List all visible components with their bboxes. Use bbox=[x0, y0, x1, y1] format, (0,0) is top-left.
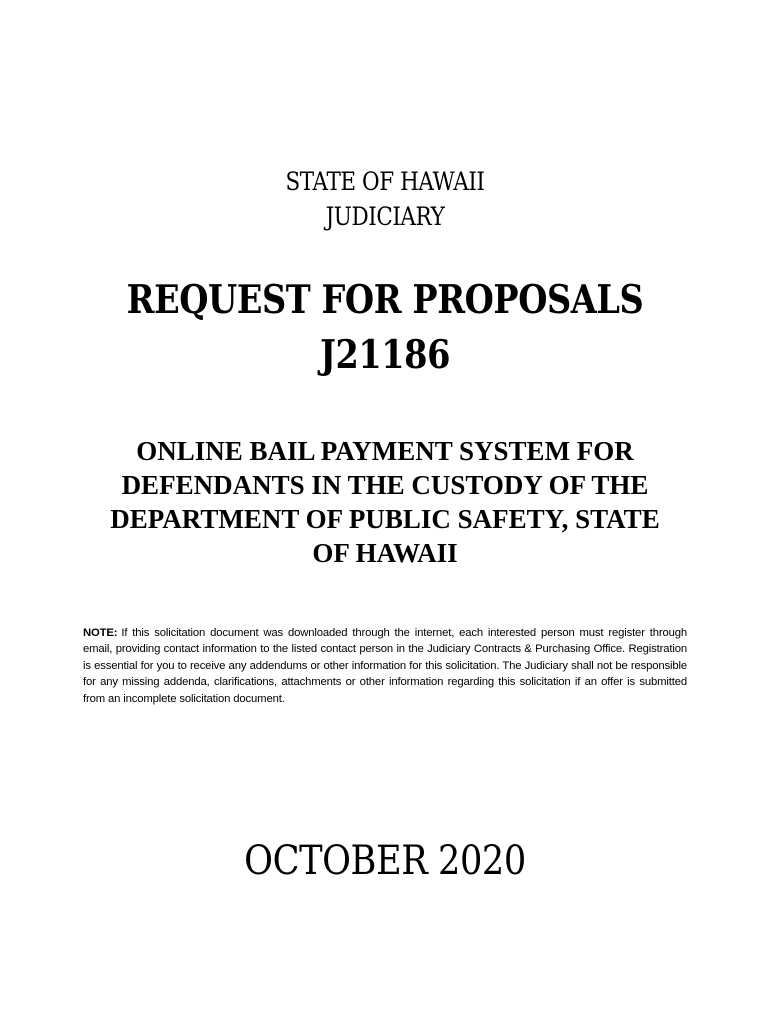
subject-line-1: ONLINE BAIL PAYMENT SYSTEM FOR bbox=[136, 436, 634, 466]
subject-line-2: DEFENDANTS IN THE CUSTODY OF THE bbox=[121, 470, 649, 500]
rfp-number: J21186 bbox=[320, 332, 450, 378]
document-date: OCTOBER 2020 bbox=[244, 838, 526, 884]
subject-line-4: OF HAWAII bbox=[312, 538, 458, 568]
state-heading: STATE OF HAWAII bbox=[285, 167, 485, 196]
note-text: If this solicitation document was downloaded through the internet, each interested person must register through email, providing contact information to the listed contact person in the Judiciary Contracts & Purchasing Office. Registration is essential for you to receive any addendums or other information for this solicitation. The Judiciary shall not be responsible for any missing addenda, clarifications, attachments or other information regarding this solicitation if an offer is submitted from an incomplete solicitation document. bbox=[83, 627, 687, 705]
subject-line-3: DEPARTMENT OF PUBLIC SAFETY, STATE bbox=[110, 504, 660, 534]
registration-note bbox=[83, 625, 687, 707]
document-title: REQUEST FOR PROPOSALS bbox=[126, 277, 644, 323]
agency-heading: JUDICIARY bbox=[325, 202, 445, 231]
note-label: NOTE: bbox=[83, 627, 118, 639]
